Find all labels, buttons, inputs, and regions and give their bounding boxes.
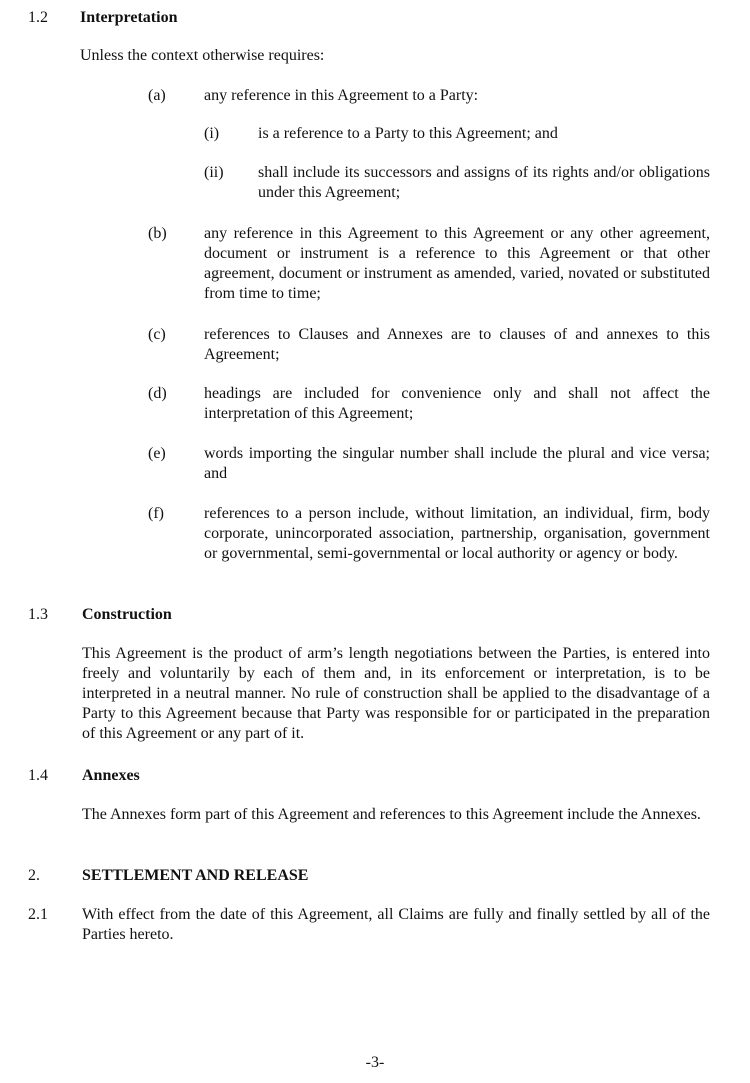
- item-text-b: any reference in this Agreement to this Agreement or any other agreement, document or instrument is a reference to this Agreement or that other agreement, document or instrument as amended, varied, novated or substituted from time to time;: [204, 225, 710, 302]
- section-heading-settlement-and-release: SETTLEMENT AND RELEASE: [82, 867, 309, 884]
- construction-paragraph: This Agreement is the product of arm’s length negotiations between the Parties, is entered into freely and voluntarily by each of them and, in its enforcement or interpretation, is to be interpreted in a neutral manner. No rule of construction shall be applied to the disadvantage of a Party to this Agreement because that Party was responsible for or participated in the preparation of this Agreement or any part of it.: [82, 645, 710, 742]
- annexes-paragraph: The Annexes form part of this Agreement and references to this Agreement include the Annexes.: [82, 806, 701, 823]
- item-label-d: (d): [148, 385, 167, 402]
- section-heading-construction: Construction: [82, 606, 172, 623]
- settlement-paragraph: With effect from the date of this Agreement, all Claims are fully and finally settled by all of the Parties hereto.: [82, 906, 710, 943]
- item-text-a: any reference in this Agreement to a Party:: [204, 87, 479, 104]
- subitem-text-i: is a reference to a Party to this Agreement; and: [258, 125, 558, 142]
- item-label-f: (f): [148, 505, 164, 522]
- item-text-c: references to Clauses and Annexes are to clauses of and annexes to this Agreement;: [204, 326, 710, 363]
- page-number: -3-: [365, 1054, 385, 1071]
- item-text-e: words importing the singular number shall include the plural and vice versa; and: [204, 445, 710, 482]
- item-text-f: references to a person include, without limitation, an individual, firm, body corporate, unincorporated association, partnership, organisation, government or governmental, semi-governmental or local authority or agency or body.: [204, 505, 710, 562]
- item-text-d: headings are included for convenience only and shall not affect the interpretation of this Agreement;: [204, 385, 710, 422]
- item-label-a: (a): [148, 87, 166, 104]
- section-number-1-4: 1.4: [28, 767, 48, 784]
- section-number-1-3: 1.3: [28, 606, 48, 623]
- subitem-label-ii: (ii): [204, 164, 224, 181]
- section-number-1-2: 1.2: [28, 9, 48, 26]
- section-heading-annexes: Annexes: [82, 767, 140, 784]
- item-label-e: (e): [148, 445, 166, 462]
- interpretation-intro: Unless the context otherwise requires:: [80, 47, 325, 64]
- subitem-label-i: (i): [204, 125, 220, 142]
- item-label-c: (c): [148, 326, 166, 343]
- subitem-text-ii: shall include its successors and assigns of its rights and/or obligations under this Agreement;: [258, 164, 710, 201]
- section-heading-interpretation: Interpretation: [80, 9, 178, 26]
- section-number-2-1: 2.1: [28, 906, 48, 923]
- item-label-b: (b): [148, 225, 167, 242]
- section-number-2: 2.: [28, 867, 40, 884]
